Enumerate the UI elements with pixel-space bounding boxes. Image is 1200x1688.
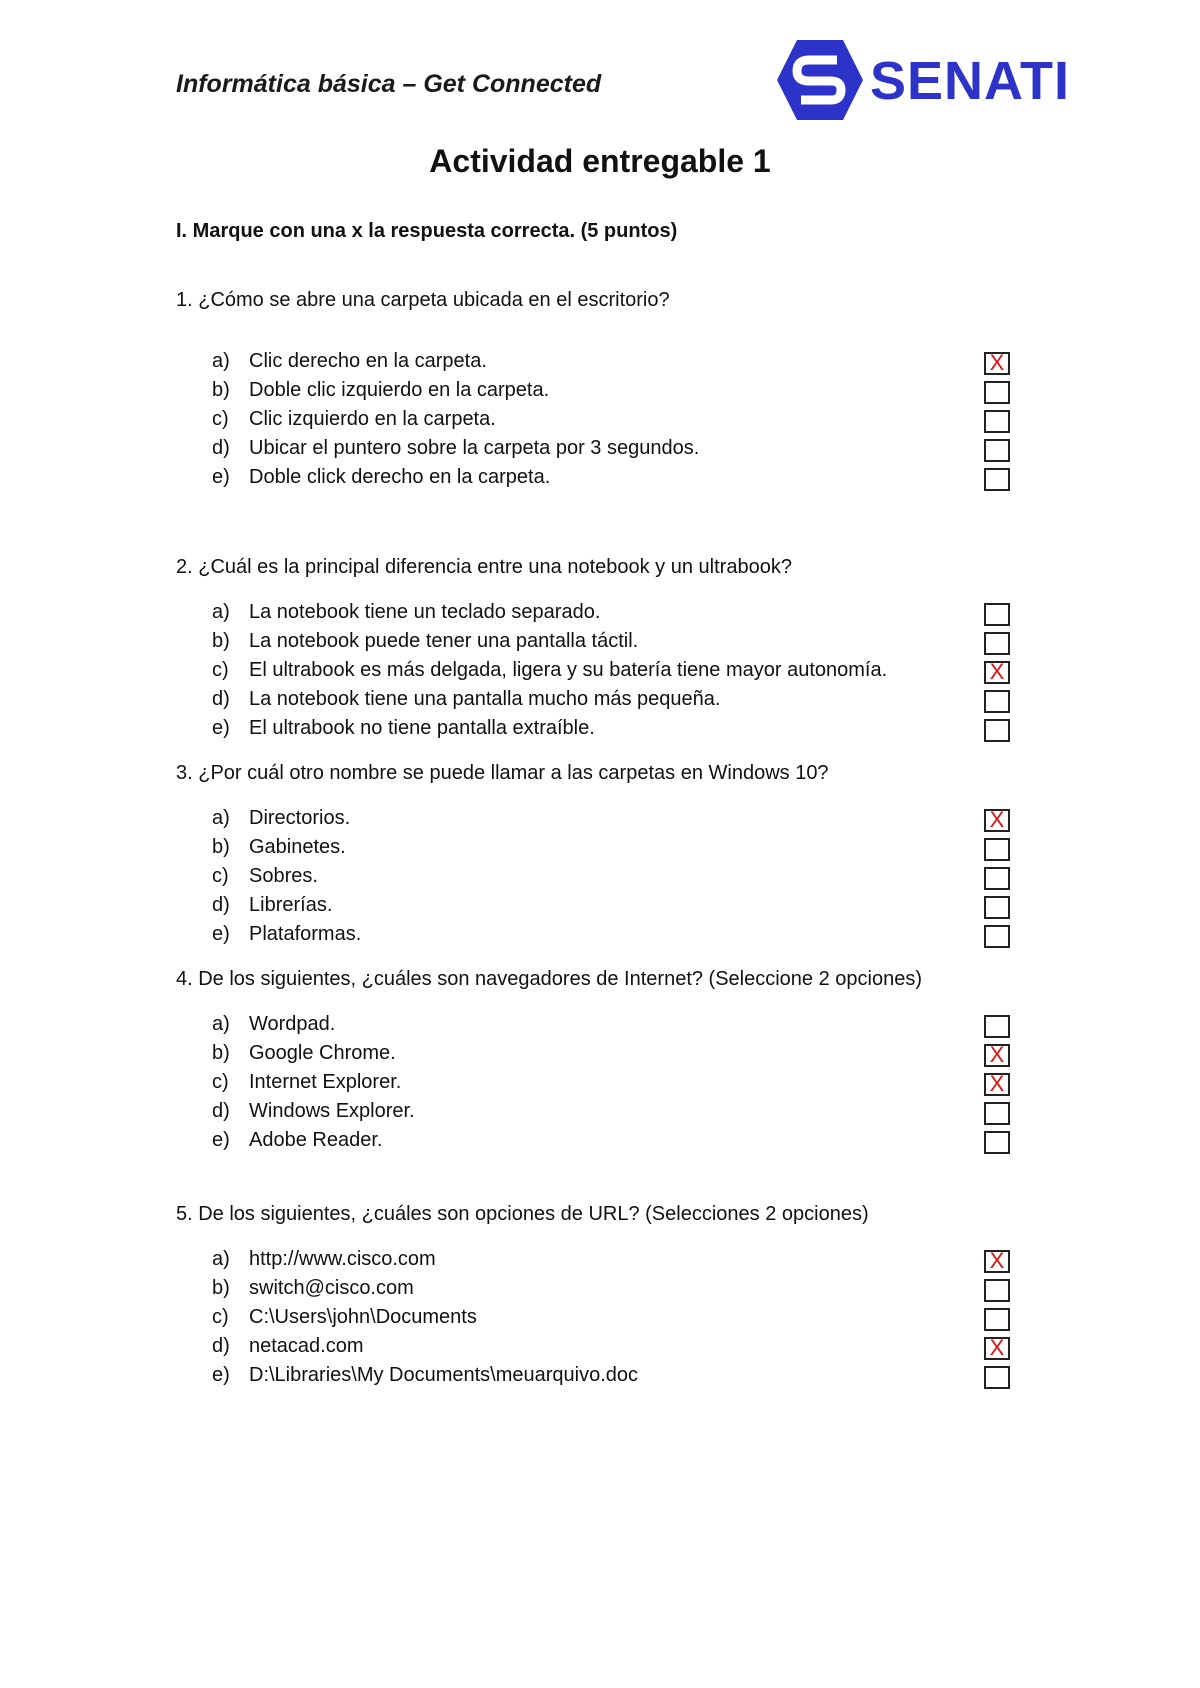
option-letter: c) bbox=[212, 865, 229, 887]
option-2e bbox=[212, 717, 1012, 745]
option-3e bbox=[212, 923, 1012, 951]
answer-checkbox[interactable] bbox=[984, 867, 1010, 890]
document-title: Actividad entregable 1 bbox=[429, 143, 771, 179]
header-title: Informática básica – Get Connected bbox=[176, 70, 602, 98]
answer-checkbox[interactable] bbox=[984, 1015, 1010, 1038]
question-5: 5. De los siguientes, ¿cuáles son opciones de URL? (Selecciones 2 opciones) bbox=[176, 1203, 869, 1225]
logo-text: SENATI bbox=[870, 51, 1071, 111]
option-5b bbox=[212, 1277, 1012, 1305]
answer-checkbox[interactable] bbox=[984, 352, 1010, 375]
option-5e bbox=[212, 1364, 1012, 1392]
option-2c bbox=[212, 659, 1012, 687]
option-letter: c) bbox=[212, 1071, 229, 1093]
answer-checkbox[interactable] bbox=[984, 410, 1010, 433]
option-letter: b) bbox=[212, 379, 230, 401]
option-letter: a) bbox=[212, 1248, 230, 1270]
section-title: I. Marque con una x la respuesta correcta. (5 puntos) bbox=[176, 220, 678, 242]
answer-checkbox[interactable] bbox=[984, 1073, 1010, 1096]
option-5c bbox=[212, 1306, 1012, 1334]
question-1: 1. ¿Cómo se abre una carpeta ubicada en el escritorio? bbox=[176, 289, 670, 311]
option-4e bbox=[212, 1129, 1012, 1157]
check-mark-icon: X bbox=[989, 1335, 1005, 1360]
option-letter: b) bbox=[212, 1042, 230, 1064]
answer-checkbox[interactable] bbox=[984, 719, 1010, 742]
senati-logo bbox=[775, 38, 1075, 122]
option-text: El ultrabook no tiene pantalla extraíble. bbox=[249, 717, 595, 739]
answer-checkbox[interactable] bbox=[984, 1337, 1010, 1360]
answer-checkbox[interactable] bbox=[984, 1131, 1010, 1154]
option-text: http://www.cisco.com bbox=[249, 1248, 436, 1270]
option-text: Doble click derecho en la carpeta. bbox=[249, 466, 551, 488]
option-2d bbox=[212, 688, 1012, 716]
option-2a bbox=[212, 601, 1012, 629]
option-1e bbox=[212, 466, 1012, 494]
option-letter: a) bbox=[212, 1013, 230, 1035]
option-text: Doble clic izquierdo en la carpeta. bbox=[249, 379, 550, 401]
option-text: Clic izquierdo en la carpeta. bbox=[249, 408, 496, 430]
answer-checkbox[interactable] bbox=[984, 809, 1010, 832]
option-letter: a) bbox=[212, 807, 230, 829]
option-text: Google Chrome. bbox=[249, 1042, 396, 1064]
option-text: Clic derecho en la carpeta. bbox=[249, 350, 487, 372]
option-text: Wordpad. bbox=[249, 1013, 336, 1035]
check-mark-icon: X bbox=[989, 1248, 1005, 1273]
answer-checkbox[interactable] bbox=[984, 896, 1010, 919]
option-text: Librerías. bbox=[249, 894, 333, 916]
option-4a bbox=[212, 1013, 1012, 1041]
option-text: Internet Explorer. bbox=[249, 1071, 402, 1093]
option-5d bbox=[212, 1335, 1012, 1363]
option-text: La notebook tiene una pantalla mucho más pequeña. bbox=[249, 688, 721, 710]
option-letter: a) bbox=[212, 350, 230, 372]
option-text: Ubicar el puntero sobre la carpeta por 3 segundos. bbox=[249, 437, 700, 459]
option-text: Sobres. bbox=[249, 865, 318, 887]
option-text: La notebook tiene un teclado separado. bbox=[249, 601, 601, 623]
option-4b bbox=[212, 1042, 1012, 1070]
option-text: switch@cisco.com bbox=[249, 1277, 414, 1299]
option-text: C:\Users\john\Documents bbox=[249, 1306, 477, 1328]
option-letter: b) bbox=[212, 1277, 230, 1299]
option-letter: c) bbox=[212, 408, 229, 430]
option-1d bbox=[212, 437, 1012, 465]
option-3b bbox=[212, 836, 1012, 864]
option-letter: b) bbox=[212, 836, 230, 858]
answer-checkbox[interactable] bbox=[984, 381, 1010, 404]
answer-checkbox[interactable] bbox=[984, 925, 1010, 948]
answer-checkbox[interactable] bbox=[984, 632, 1010, 655]
answer-checkbox[interactable] bbox=[984, 838, 1010, 861]
option-letter: b) bbox=[212, 630, 230, 652]
answer-checkbox[interactable] bbox=[984, 690, 1010, 713]
check-mark-icon: X bbox=[989, 659, 1005, 684]
option-text: El ultrabook es más delgada, ligera y su batería tiene mayor autonomía. bbox=[249, 659, 888, 681]
option-text: Windows Explorer. bbox=[249, 1100, 415, 1122]
option-3a bbox=[212, 807, 1012, 835]
answer-checkbox[interactable] bbox=[984, 661, 1010, 684]
option-letter: e) bbox=[212, 466, 230, 488]
answer-checkbox[interactable] bbox=[984, 1250, 1010, 1273]
answer-checkbox[interactable] bbox=[984, 1308, 1010, 1331]
check-mark-icon: X bbox=[989, 1071, 1005, 1096]
check-mark-icon: X bbox=[989, 807, 1005, 832]
option-letter: e) bbox=[212, 1364, 230, 1386]
check-mark-icon: X bbox=[989, 1042, 1005, 1067]
option-letter: d) bbox=[212, 688, 230, 710]
option-letter: c) bbox=[212, 659, 229, 681]
answer-checkbox[interactable] bbox=[984, 1366, 1010, 1389]
option-2b bbox=[212, 630, 1012, 658]
option-3c bbox=[212, 865, 1012, 893]
option-letter: a) bbox=[212, 601, 230, 623]
option-letter: e) bbox=[212, 717, 230, 739]
option-1b bbox=[212, 379, 1012, 407]
senati-logo-icon bbox=[775, 38, 865, 122]
answer-checkbox[interactable] bbox=[984, 1044, 1010, 1067]
answer-checkbox[interactable] bbox=[984, 439, 1010, 462]
option-text: D:\Libraries\My Documents\meuarquivo.doc bbox=[249, 1364, 639, 1386]
option-letter: d) bbox=[212, 894, 230, 916]
option-1c bbox=[212, 408, 1012, 436]
option-letter: d) bbox=[212, 1335, 230, 1357]
option-text: Directorios. bbox=[249, 807, 351, 829]
answer-checkbox[interactable] bbox=[984, 1102, 1010, 1125]
option-letter: d) bbox=[212, 437, 230, 459]
option-text: Plataformas. bbox=[249, 923, 362, 945]
answer-checkbox[interactable] bbox=[984, 1279, 1010, 1302]
option-1a bbox=[212, 350, 1012, 378]
question-3: 3. ¿Por cuál otro nombre se puede llamar a las carpetas en Windows 10? bbox=[176, 762, 829, 784]
option-text: netacad.com bbox=[249, 1335, 364, 1357]
option-3d bbox=[212, 894, 1012, 922]
question-4: 4. De los siguientes, ¿cuáles son navegadores de Internet? (Seleccione 2 opciones) bbox=[176, 968, 923, 990]
question-2: 2. ¿Cuál es la principal diferencia entre una notebook y un ultrabook? bbox=[176, 556, 792, 578]
option-text: Gabinetes. bbox=[249, 836, 346, 858]
option-letter: e) bbox=[212, 923, 230, 945]
option-5a bbox=[212, 1248, 1012, 1276]
option-letter: e) bbox=[212, 1129, 230, 1151]
check-mark-icon: X bbox=[989, 350, 1005, 375]
option-text: Adobe Reader. bbox=[249, 1129, 383, 1151]
answer-checkbox[interactable] bbox=[984, 603, 1010, 626]
option-4c bbox=[212, 1071, 1012, 1099]
option-letter: d) bbox=[212, 1100, 230, 1122]
option-text: La notebook puede tener una pantalla táctil. bbox=[249, 630, 639, 652]
answer-checkbox[interactable] bbox=[984, 468, 1010, 491]
option-letter: c) bbox=[212, 1306, 229, 1328]
option-4d bbox=[212, 1100, 1012, 1128]
